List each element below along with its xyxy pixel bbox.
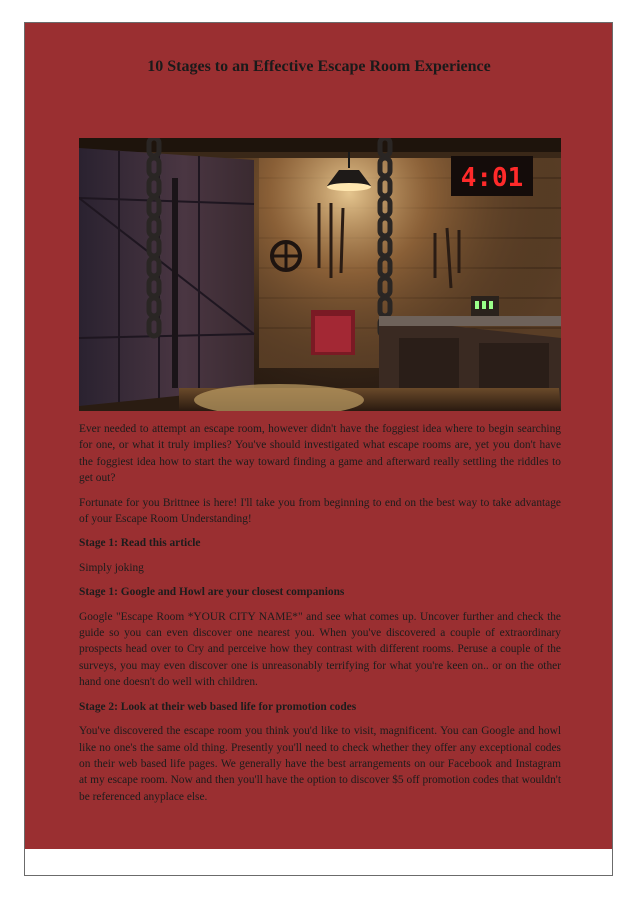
clock-readout: 4:01 xyxy=(460,163,524,193)
document-title: 10 Stages to an Effective Escape Room Experience xyxy=(147,58,491,75)
article-body xyxy=(79,421,561,813)
intro-paragraph-2: Fortunate for you Brittnee is here! I'll take you from beginning to end on the best way to take advantage of your Escape Room Understanding! xyxy=(79,496,561,526)
stage-heading: Stage 1: Google and Howl are your closest companions xyxy=(79,586,345,599)
intro-paragraph: Ever needed to attempt an escape room, however didn't have the foggiest idea where to begin searching for one, or what it truly implies? You've should investigated what escape rooms are, yet you don't have the foggiest idea how to start the way toward finding a game and afterward really settling the riddles to get out? xyxy=(79,423,561,485)
body-paragraph: Simply joking xyxy=(79,561,144,574)
stage-heading: Stage 1: Read this article xyxy=(79,537,201,550)
escape-room-photo xyxy=(79,138,561,411)
stage-heading: Stage 2: Look at their web based life for promotion codes xyxy=(79,700,357,713)
body-paragraph: You've discovered the escape room you think you'd like to visit, magnificent. You can Google and howl like no one's the same old thing. Presently you'll need to check whether they offer any exceptional codes on their web based life pages. We generally have the best arrangements on our Facebook and Instagram at my escape room. Now and then you'll have the option to discover $5 off promotion codes that wouldn't be referenced anyplace else. xyxy=(79,725,561,803)
body-paragraph: Google "Escape Room *YOUR CITY NAME*" and see what comes up. Uncover further and check the guide so you can even discover one nearest you. When you've discovered a couple of extraordinary prospects head over to Cry and perceive how they contrast with different rooms. Peruse a couple of the surveys, you may even discover one is unreasonably terrifying for what you're keen on.. or on the other hand one doesn't do well with children. xyxy=(79,610,561,689)
